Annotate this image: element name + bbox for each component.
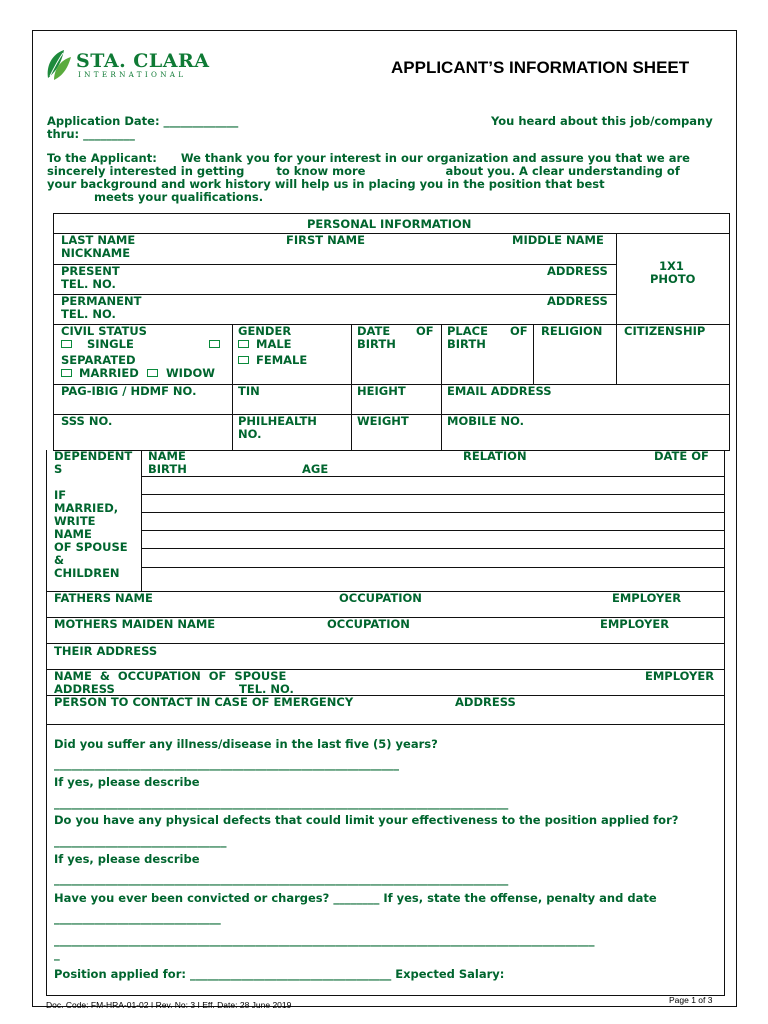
birth-label: BIRTH [148, 462, 187, 476]
age-label: AGE [302, 462, 329, 476]
their-address-label: THEIR ADDRESS [54, 644, 158, 658]
permanent-address-label: ADDRESS [547, 294, 608, 308]
photo-label-2: PHOTO [650, 272, 696, 286]
illness-question: Did you suffer any illness/disease in the last five (5) years? [54, 737, 438, 751]
dependent-name-label: NAME [148, 449, 186, 463]
female-checkbox[interactable] [238, 356, 249, 364]
widow-checkbox[interactable] [147, 369, 158, 377]
first-name-label: FIRST NAME [286, 233, 365, 247]
fathers-name-label: FATHERS NAME [54, 591, 153, 605]
pagibig-label: PAG-IBIG / HDMF NO. [61, 384, 197, 398]
male-label: MALE [256, 337, 292, 351]
defects-question: Do you have any physical defects that could limit your effectiveness to the position applied for? [54, 813, 679, 827]
personal-info-header: PERSONAL INFORMATION [307, 217, 472, 231]
spouse-children-side-7: CHILDREN [54, 566, 120, 580]
widow-label: WIDOW [166, 366, 215, 380]
relation-label: RELATION [463, 449, 527, 463]
last-name-label: LAST NAME [61, 233, 136, 247]
philhealth-label-1: PHILHEALTH [238, 414, 317, 428]
spouse-tel-label: TEL. NO. [239, 682, 294, 696]
present-address-label: ADDRESS [547, 264, 608, 278]
intro-line-3: your background and work history will help us in placing you in the position that best [47, 177, 605, 191]
spouse-address-label: ADDRESS [54, 682, 115, 696]
intro-line-2: sincerely interested in getting to know more about you. A clear understanding of [47, 164, 680, 178]
pob-label-of: OF [510, 324, 528, 338]
gender-label: GENDER [238, 324, 292, 338]
logo-name: STA. CLARA [76, 50, 210, 72]
philhealth-label-2: NO. [238, 427, 262, 441]
civil-status-label: CIVIL STATUS [61, 324, 147, 338]
mobile-label: MOBILE NO. [447, 414, 524, 428]
mothers-name-label: MOTHERS MAIDEN NAME [54, 617, 216, 631]
mother-occupation-label: OCCUPATION [327, 617, 410, 631]
spouse-children-side-2: MARRIED, [54, 501, 119, 515]
thru-field[interactable]: thru: _________ [47, 127, 135, 141]
single-checkbox[interactable] [61, 340, 72, 348]
citizenship-label: CITIZENSHIP [624, 324, 706, 338]
date-of-label: DATE OF [654, 449, 709, 463]
application-date-field[interactable]: Application Date: _____________ [47, 114, 239, 128]
spouse-label: NAME & OCCUPATION OF SPOUSE [54, 669, 287, 683]
page-number: Page 1 of 3 [669, 995, 713, 1005]
spouse-children-side-4: NAME [54, 527, 92, 541]
defects-answer-line[interactable]: ______________________________ [54, 834, 227, 848]
dependents-label-1: DEPENDENT [54, 449, 133, 463]
email-label: EMAIL ADDRESS [447, 384, 552, 398]
father-employer-label: EMPLOYER [612, 591, 682, 605]
sss-label: SSS NO. [61, 414, 113, 428]
father-occupation-label: OCCUPATION [339, 591, 422, 605]
single-label: SINGLE [87, 337, 134, 351]
photo-label-1: 1X1 [659, 259, 684, 273]
weight-label: WEIGHT [357, 414, 409, 428]
illness-describe-line[interactable]: _______________________________________________________________________________ [54, 796, 509, 810]
convicted-details-line-end: _ [54, 947, 60, 961]
tin-label: TIN [238, 384, 260, 398]
dob-label-of: OF [416, 324, 434, 338]
logo-subtitle: INTERNATIONAL [78, 70, 187, 79]
married-label: MARRIED [79, 366, 139, 380]
dependents-label-2: S [54, 462, 63, 476]
position-salary-field[interactable]: Position applied for: ___________________________________ Expected Salary: [54, 967, 505, 981]
dob-label-2: BIRTH [357, 337, 396, 351]
intro-line-1: To the Applicant: We thank you for your interest in our organization and assure you that we are [47, 151, 690, 165]
convicted-question: Have you ever been convicted or charges? ________ If yes, state the offense, penalty and date [54, 891, 657, 905]
leaf-logo-icon [44, 48, 74, 82]
spouse-employer-label: EMPLOYER [645, 669, 715, 683]
emergency-address-label: ADDRESS [455, 695, 516, 709]
convicted-details-line[interactable]: ______________________________________________________________________________________________ [54, 933, 595, 947]
spouse-children-side-3: WRITE [54, 514, 96, 528]
pob-label-1: PLACE [447, 324, 488, 338]
separated-checkbox[interactable] [209, 340, 220, 348]
female-label: FEMALE [256, 353, 308, 367]
spouse-children-side-1: IF [54, 488, 67, 502]
page-title: APPLICANT’S INFORMATION SHEET [391, 58, 690, 77]
permanent-tel-label: TEL. NO. [61, 307, 116, 321]
married-checkbox[interactable] [61, 369, 72, 377]
middle-name-label: MIDDLE NAME [512, 233, 604, 247]
permanent-label: PERMANENT [61, 294, 142, 308]
mother-employer-label: EMPLOYER [600, 617, 670, 631]
separated-label: SEPARATED [61, 353, 136, 367]
present-label: PRESENT [61, 264, 120, 278]
emergency-contact-label: PERSON TO CONTACT IN CASE OF EMERGENCY [54, 695, 354, 709]
convicted-answer-line[interactable]: _____________________________ [54, 911, 221, 925]
defects-describe-label: If yes, please describe [54, 852, 200, 866]
male-checkbox[interactable] [238, 340, 249, 348]
intro-line-4: meets your qualifications. [94, 190, 264, 204]
dob-label-1: DATE [357, 324, 391, 338]
present-tel-label: TEL. NO. [61, 277, 116, 291]
nickname-label: NICKNAME [61, 246, 131, 260]
religion-label: RELIGION [541, 324, 603, 338]
height-label: HEIGHT [357, 384, 406, 398]
spouse-children-side-5: OF SPOUSE [54, 540, 128, 554]
doc-code: Doc. Code: FM-HRA-01-02 I Rev. No: 3 I Eff. Date: 28 June 2019 [46, 1000, 292, 1010]
illness-describe-label: If yes, please describe [54, 775, 200, 789]
illness-answer-line[interactable]: ____________________________________________________________ [54, 757, 399, 771]
spouse-children-side-6: & [54, 553, 65, 567]
heard-about-label: You heard about this job/company [491, 114, 713, 128]
pob-label-2: BIRTH [447, 337, 486, 351]
defects-describe-line[interactable]: _______________________________________________________________________________ [54, 872, 509, 886]
